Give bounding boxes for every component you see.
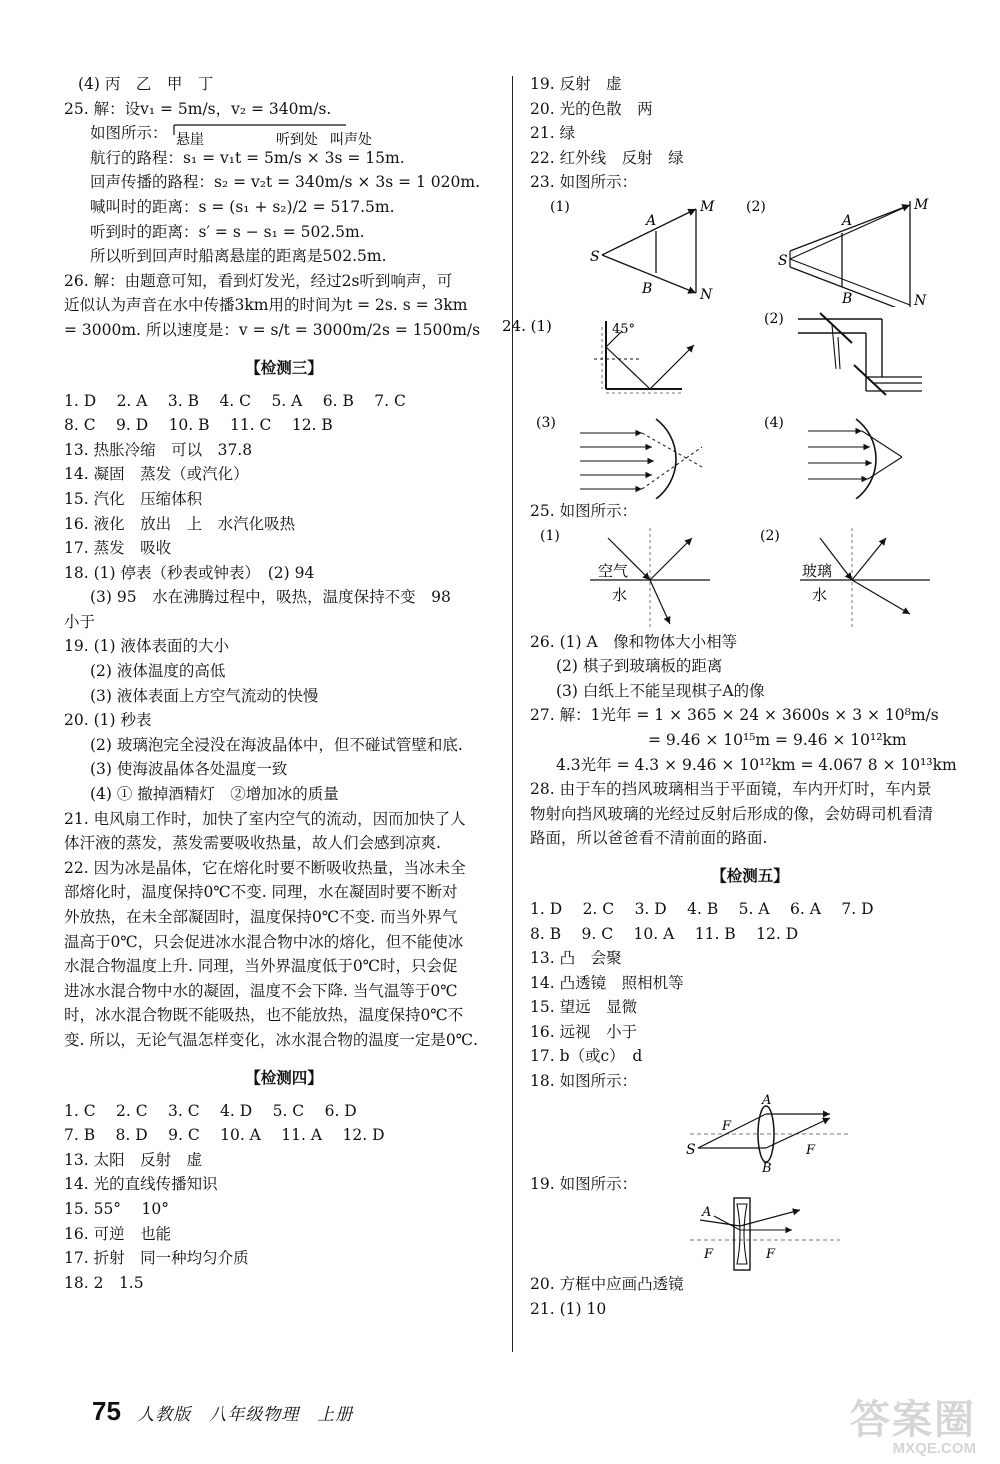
left-column: [64, 72, 504, 1295]
answer-line: (2) 玻璃泡完全浸没在海波晶体中，但不碰试管壁和底.: [90, 735, 463, 754]
answer-line: 如图所示：: [90, 124, 168, 143]
answer-line: 18. 2 1.5: [64, 1273, 144, 1292]
lens-diagram-18-svg: [530, 1094, 970, 1172]
answer-line: 14. 凝固 蒸发（或汽化）: [64, 465, 249, 484]
answer-line: 8. C 9. D 10. B 11. C 12. B: [64, 416, 333, 435]
answer-line: 变. 所以，无论气温怎样变化，冰水混合物的温度一定是0℃.: [64, 1030, 478, 1049]
section-5: [530, 897, 970, 1094]
answer-line: 20. 方框中应画凸透镜: [530, 1275, 684, 1294]
water-label: 水: [812, 585, 828, 604]
label-part-1: (1): [550, 198, 570, 215]
heard-label: 听到处: [276, 132, 318, 148]
answer-line: 18. 如图所示：: [530, 1072, 638, 1091]
label-s: S: [778, 252, 788, 269]
answer-line: 21. 电风扇工作时，加快了室内空气的流动，因而加快了人: [64, 809, 466, 828]
answer-line: 回声传播的路程：s₂ = v₂t = 340m/s × 3s = 1 020m.: [90, 173, 481, 192]
answer-line: (2) 棋子到玻璃板的距离: [556, 657, 723, 676]
diagram-25: [530, 524, 970, 630]
answer-line: 23. 如图所示：: [530, 173, 638, 192]
answer-line: 21. 绿: [530, 124, 576, 143]
answer-line: 17. b（或c） d: [530, 1047, 643, 1066]
answer-line: 16. 可逆 也能: [64, 1224, 172, 1243]
page-footer: [92, 1396, 353, 1427]
answer-line: 21. (1) 10: [530, 1299, 607, 1318]
diagram-24-svg: [502, 307, 942, 499]
cliff-diagram: [64, 121, 504, 146]
shout-label: 叫声处: [330, 132, 372, 148]
answer-line: 近似认为声音在水中传播3km用的时间为t = 2s. s = 3km: [64, 296, 468, 315]
answer-line: 1. D 2. A 3. B 4. C 5. A 6. B 7. C: [64, 391, 406, 410]
answer-line: 路面，所以爸爸看不清前面的路面.: [530, 829, 768, 848]
label-f: F: [806, 1142, 816, 1158]
answer-line: 15. 望远 显微: [530, 998, 638, 1017]
label-f: F: [766, 1247, 776, 1263]
label-part-3: (3): [536, 414, 556, 431]
answer-line: 25. 如图所示：: [530, 501, 638, 520]
label-n: N: [914, 292, 927, 307]
label-part-4: (4): [764, 414, 784, 431]
diagram-23-svg: [530, 195, 970, 307]
label-b: B: [842, 290, 853, 307]
answer-line: 15. 55° 10°: [64, 1199, 169, 1218]
label-part-2: (2): [764, 310, 784, 327]
answer-line: 喊叫时的距离：s = (s₁ + s₂)/2 = 517.5m.: [90, 197, 395, 216]
angle-label: 45°: [612, 321, 636, 337]
answer-line: 20. 光的色散 两: [530, 99, 653, 118]
answer-line: 26. (1) A 像和物体大小相等: [530, 632, 738, 651]
label-part-2: (2): [746, 198, 766, 215]
answer-line: 19. (1) 液体表面的大小: [64, 637, 229, 656]
label-part-2: (2): [760, 527, 780, 544]
air-label: 空气: [598, 561, 629, 580]
diagram-25-svg: [530, 524, 970, 630]
label-a: A: [842, 212, 853, 229]
answer-line: = 9.46 × 10¹⁵m = 9.46 × 10¹²km: [648, 730, 907, 749]
answer-line: 27. 解：1光年 = 1 × 365 × 24 × 3600s × 3 × 10⁸m/s: [530, 706, 939, 725]
label-a: A: [646, 212, 657, 229]
section-heading-3: 【检测三】: [245, 357, 323, 377]
answer-line: 所以听到回声时船离悬崖的距离是502.5m.: [90, 247, 387, 266]
column-divider: [512, 76, 513, 1352]
answer-line: 16. 远视 小于: [530, 1022, 638, 1041]
label-b: B: [642, 280, 653, 297]
label-m: M: [914, 196, 929, 213]
answer-line: 16. 液化 放出 上 水汽化吸热: [64, 514, 296, 533]
glass-label: 玻璃: [802, 561, 833, 580]
answer-line: 水混合物温度上升. 同理，当外界温度低于0℃时，只会促: [64, 957, 458, 976]
diagram-23: [530, 195, 970, 307]
answer-line: 4.3光年 = 4.3 × 9.46 × 10¹²km = 4.067 8 × 10¹³km: [556, 755, 957, 774]
label-f: F: [704, 1247, 714, 1263]
section-3: [64, 389, 504, 1053]
answer-line: 时，冰水混合物既不能吸热，也不能放热，温度保持0℃不: [64, 1006, 464, 1025]
lens-diagram-19-svg: [530, 1196, 970, 1272]
page-number: 75: [92, 1396, 121, 1426]
answer-line: 听到时的距离：s′ = s − s₁ = 502.5m.: [90, 222, 365, 241]
answer-line: 部熔化时，温度保持0℃不变. 同理，水在凝固时要不断对: [64, 883, 458, 902]
cliff-line-svg: [64, 121, 504, 147]
answer-line: (3) 95 水在沸腾过程中，吸热，温度保持不变 98: [90, 588, 451, 607]
answer-line: 18. (1) 停表（秒表或钟表） (2) 94: [64, 563, 315, 582]
answer-line: 13. 太阳 反射 虚: [64, 1150, 203, 1169]
answer-line: 14. 凸透镜 照相机等: [530, 973, 684, 992]
lens-diagram-19: [530, 1196, 970, 1272]
answer-line: 外放热，在未全部凝固时，温度保持0℃不变. 而当外界气: [64, 908, 458, 926]
diagram-24: [502, 307, 970, 499]
answer-line: (4) 丙 乙 甲 丁: [78, 75, 214, 93]
lens-diagram-18: [530, 1094, 970, 1172]
cliff-label: 悬崖: [176, 132, 204, 148]
footer-title: 人教版 八年级物理 上册: [137, 1405, 354, 1424]
water-label: 水: [612, 585, 628, 604]
answer-line: 航行的路程：s₁ = v₁t = 5m/s × 3s = 15m.: [90, 148, 405, 167]
answer-line: 25. 解：设v₁ = 5m/s，v₂ = 340m/s.: [64, 99, 332, 118]
answer-line: 17. 折射 同一种均匀介质: [64, 1249, 249, 1268]
label-s: S: [686, 1141, 696, 1158]
answer-line: = 3000m. 所以速度是：v = s/t = 3000m/2s = 1500m/s: [64, 320, 481, 339]
label-f: F: [722, 1118, 732, 1134]
answer-line: 8. B 9. C 10. A 11. B 12. D: [530, 924, 799, 943]
section-heading-5: 【检测五】: [711, 865, 789, 885]
answer-line: 体汗液的蒸发，蒸发需要吸收热量，故人们会感到凉爽.: [64, 834, 441, 853]
answer-line: 19. 反射 虚: [530, 75, 622, 93]
answer-line: 14. 光的直线传播知识: [64, 1175, 218, 1194]
question-24-label: 24. (1): [502, 316, 552, 335]
right-column: [502, 72, 970, 1321]
section-4: [64, 1099, 504, 1296]
answer-line: 26. 解：由题意可知，看到灯发光，经过2s听到响声，可: [64, 271, 453, 290]
watermark: [766, 1400, 976, 1458]
answer-line: 1. C 2. C 3. C 4. D 5. C 6. D: [64, 1101, 357, 1120]
answer-line: 小于: [64, 612, 96, 631]
label-m: M: [700, 198, 715, 215]
label-n: N: [700, 286, 713, 303]
answer-line: 20. (1) 秒表: [64, 711, 152, 730]
label-a: A: [762, 1093, 772, 1108]
answer-line: 17. 蒸发 吸收: [64, 539, 172, 558]
answer-line: (3) 使海波晶体各处温度一致: [90, 760, 288, 779]
answer-line: 15. 汽化 压缩体积: [64, 489, 203, 508]
label-b: B: [762, 1160, 772, 1172]
answer-line: 28. 由于车的挡风玻璃相当于平面镜，车内开灯时，车内景: [530, 780, 932, 799]
label-part-1: (1): [540, 527, 560, 544]
watermark-mark: 答案圈: [850, 1398, 976, 1442]
answer-line: 1. D 2. C 3. D 4. B 5. A 6. A 7. D: [530, 899, 874, 918]
answer-line: 22. 因为冰是晶体，它在熔化时要不断吸收热量，当冰未全: [64, 858, 466, 877]
answer-line: (3) 白纸上不能呈现棋子A的像: [556, 681, 765, 700]
answer-line: 温高于0℃，只会促进冰水混合物中冰的熔化，但不能使冰: [64, 932, 464, 951]
answer-line: (2) 液体温度的高低: [90, 662, 226, 681]
answer-line: (3) 液体表面上方空气流动的快慢: [90, 686, 319, 705]
answer-line: 19. 如图所示：: [530, 1174, 638, 1193]
section-heading-4: 【检测四】: [245, 1067, 323, 1087]
answer-line: 13. 热胀冷缩 可以 37.8: [64, 440, 253, 459]
label-a: A: [702, 1205, 712, 1221]
answer-line: (4) ① 撤掉酒精灯 ②增加冰的质量: [90, 785, 339, 804]
answer-line: 7. B 8. D 9. C 10. A 11. A 12. D: [64, 1126, 385, 1145]
answer-line: 物射向挡风玻璃的光经过反射后形成的像，会妨碍司机看清: [530, 804, 934, 823]
watermark-site: MXQE.COM: [892, 1440, 976, 1457]
answer-line: 13. 凸 会聚: [530, 949, 622, 968]
answer-line: 22. 红外线 反射 绿: [530, 148, 684, 167]
answer-line: 进冰水混合物中水的凝固，温度不会下降. 当气温等于0℃: [64, 981, 458, 1000]
label-s: S: [590, 248, 600, 265]
